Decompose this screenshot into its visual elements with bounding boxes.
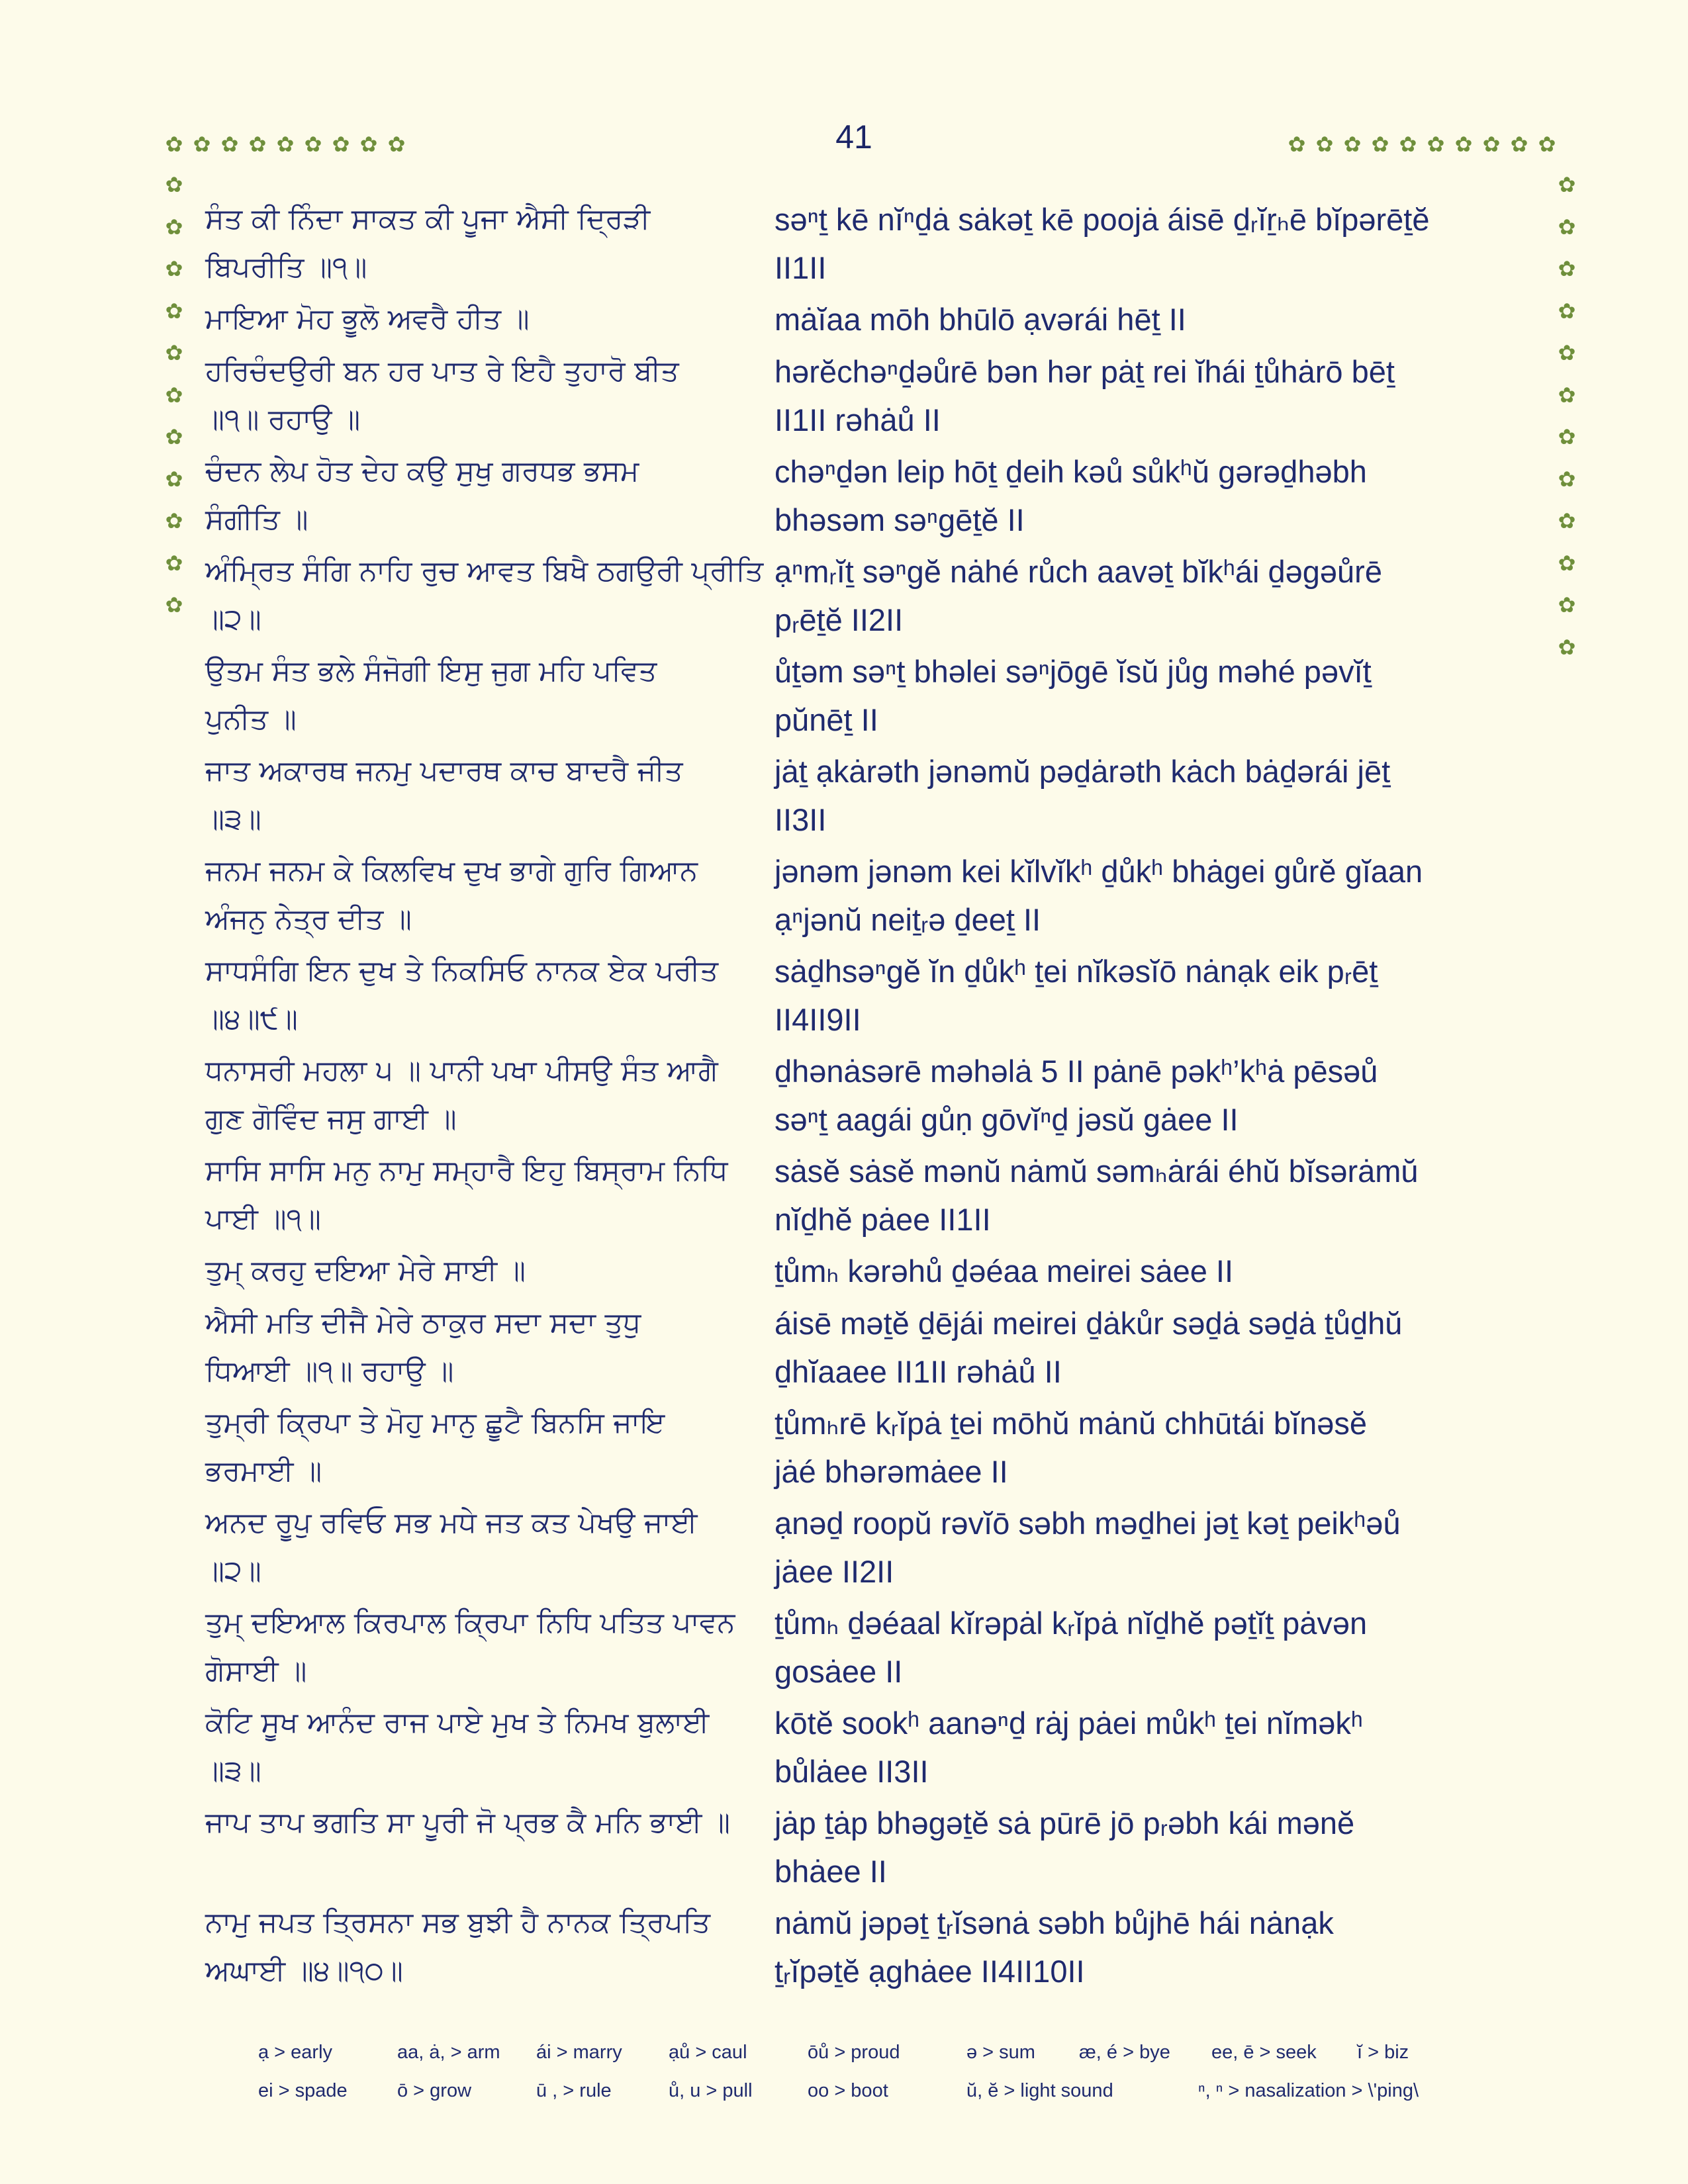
page-number: 41	[835, 118, 872, 156]
gurmukhi-text	[205, 447, 774, 544]
verse-row	[205, 747, 1536, 847]
flower-ornament-icon: ✿	[1315, 132, 1334, 157]
gurmukhi-line: ॥੧॥ ਰਹਾਉ ॥	[205, 403, 361, 436]
transliteration-text	[774, 1799, 1536, 1895]
gurmukhi-text	[205, 1247, 774, 1295]
transliteration-line: bhȧee II	[774, 1854, 887, 1889]
flower-ornament-icon: ✿	[193, 132, 211, 157]
flower-ornament-icon: ✿	[165, 424, 183, 449]
legend-item: ee, ē > seek	[1211, 2041, 1317, 2063]
legend-item: oo > boot	[808, 2079, 888, 2101]
transliteration-line: II3II	[774, 802, 827, 837]
flower-ornament-icon: ✿	[1558, 256, 1576, 281]
gurmukhi-text	[205, 1299, 774, 1396]
transliteration-line: ṯůmₕrē kᵣĭpȧ ṯei mōhŭ mȧnŭ chhūtái bĭnəsĕ	[774, 1406, 1368, 1441]
transliteration-text	[774, 547, 1536, 644]
transliteration-text	[774, 1499, 1536, 1596]
transliteration-text	[774, 747, 1536, 844]
flower-ornament-icon: ✿	[1371, 132, 1389, 157]
transliteration-line: ůṯəm səⁿṯ bhəlei səⁿjōgē ĭsŭ jůg məhé pəvĭṯ	[774, 654, 1372, 689]
flower-ornament-icon: ✿	[1558, 592, 1576, 617]
gurmukhi-text	[205, 295, 774, 343]
verse-row	[205, 447, 1536, 547]
transliteration-line: səⁿṯ aagái gůṇ gōvĭⁿḏ jəsŭ gȧee II	[774, 1102, 1239, 1137]
gurmukhi-line: ॥੨॥	[205, 603, 261, 636]
verse-row	[205, 1699, 1536, 1799]
gurmukhi-line: ਮਾਇਆ ਮੋਹ ਭੂਲੋ ਅਵਰੈ ਹੀਤ ॥	[205, 302, 530, 336]
transliteration-text	[774, 1299, 1536, 1396]
verse-row	[205, 1899, 1536, 1999]
gurmukhi-line: ਤੁਮ੍ ਕਰਹੁ ਦਇਆ ਮੇਰੇ ਸਾਈ ॥	[205, 1254, 526, 1287]
legend-item: ĭ > biz	[1357, 2041, 1409, 2063]
gurmukhi-line: ਗੋਸਾਈ ॥	[205, 1655, 307, 1688]
transliteration-line: chəⁿḏən leip hōṯ ḏeih kəů sůkʰŭ gərəḏhəbh	[774, 454, 1367, 489]
flower-ornament-icon: ✿	[1538, 132, 1556, 157]
gurmukhi-line: ਕੋਟਿ ਸੂਖ ਆਨੰਦ ਰਾਜ ਪਾਏ ਮੁਖ ਤੇ ਨਿਮਖ ਬੁਲਾਈ	[205, 1706, 710, 1739]
flower-border-left	[160, 164, 188, 627]
flower-border-top-left	[160, 130, 410, 158]
flower-ornament-icon: ✿	[165, 256, 183, 281]
transliteration-line: ṯůmₕ ḏəéaal kĭrəpȧl kᵣĭpȧ nĭḏhĕ pəṯĭṯ pȧvən	[774, 1606, 1368, 1641]
transliteration-text	[774, 447, 1536, 544]
gurmukhi-text	[205, 195, 774, 292]
flower-ornament-icon: ✿	[165, 382, 183, 408]
transliteration-text	[774, 947, 1536, 1044]
transliteration-text	[774, 195, 1536, 292]
verse-row	[205, 547, 1536, 647]
gurmukhi-text	[205, 1599, 774, 1696]
verse-row	[205, 1799, 1536, 1899]
transliteration-line: kōtĕ sookʰ aanəⁿḏ rȧj pȧei můkʰ ṯei nĭməkʰ	[774, 1706, 1363, 1741]
verse-row	[205, 1247, 1536, 1299]
gurmukhi-line: ਅੰਜਨੁ ਨੇਤ੍ਰ ਦੀਤ ॥	[205, 903, 412, 936]
transliteration-text	[774, 1699, 1536, 1796]
verse-list	[205, 195, 1536, 1999]
transliteration-line: ḏhĭaaee II1II rəhȧů II	[774, 1354, 1062, 1389]
flower-ornament-icon: ✿	[1558, 214, 1576, 240]
gurmukhi-line: ਗੁਣ ਗੋਵਿੰਦ ਜਸੁ ਗਾਈ ॥	[205, 1103, 457, 1136]
transliteration-line: bůlȧee II3II	[774, 1754, 929, 1789]
transliteration-line: bhəsəm səⁿgēṯĕ II	[774, 502, 1025, 537]
transliteration-text	[774, 1599, 1536, 1696]
legend-row-1	[258, 2033, 1516, 2071]
flower-ornament-icon: ✿	[1399, 132, 1417, 157]
gurmukhi-line: ਜਨਮ ਜਨਮ ਕੇ ਕਿਲਵਿਖ ਦੁਖ ਭਾਗੇ ਗੁਰਿ ਗਿਆਨ	[205, 854, 698, 887]
transliteration-line: hərĕchəⁿḏəůrē bən hər pȧṯ rei ĭhái ṯůhȧrō bēṯ	[774, 354, 1395, 389]
flower-ornament-icon: ✿	[165, 550, 183, 576]
transliteration-text	[774, 1147, 1536, 1244]
verse-row	[205, 1399, 1536, 1499]
legend-item: ō > grow	[397, 2079, 472, 2101]
verse-row	[205, 195, 1536, 295]
gurmukhi-text	[205, 1047, 774, 1144]
legend-item: ů, u > pull	[669, 2079, 753, 2101]
transliteration-line: nĭḏhĕ pȧee II1II	[774, 1202, 991, 1237]
legend-item: ái > marry	[536, 2041, 622, 2063]
legend-item: ei > spade	[258, 2079, 348, 2101]
gurmukhi-text	[205, 647, 774, 744]
verse-row	[205, 647, 1536, 747]
gurmukhi-line: ਜਾਪ ਤਾਪ ਭਗਤਿ ਸਾ ਪੂਰੀ ਜੋ ਪ੍ਰਭ ਕੈ ਮਨਿ ਭਾਈ ॥	[205, 1806, 730, 1839]
transliteration-line: sȧsĕ sȧsĕ mənŭ nȧmŭ səmₕȧrái éhŭ bĭsərȧmŭ	[774, 1154, 1419, 1189]
gurmukhi-line: ਉਤਮ ਸੰਤ ਭਲੇ ਸੰਜੋਗੀ ਇਸੁ ਜੁਗ ਮਹਿ ਪਵਿਤ	[205, 655, 657, 688]
gurmukhi-line: ਧਿਆਈ ॥੧॥ ਰਹਾਉ ॥	[205, 1355, 454, 1388]
flower-ornament-icon: ✿	[1510, 132, 1528, 157]
gurmukhi-line: ਜਾਤ ਅਕਾਰਥ ਜਨਮੁ ਪਦਾਰਥ ਕਾਚ ਬਾਦਰੈ ਜੀਤ	[205, 754, 683, 788]
gurmukhi-line: ਚੰਦਨ ਲੇਪ ਹੋਤ ਦੇਹ ਕਉ ਸੁਖੁ ਗਰਧਭ ਭਸਮ	[205, 455, 639, 488]
transliteration-line: II4II9II	[774, 1002, 861, 1037]
flower-ornament-icon: ✿	[1558, 466, 1576, 492]
flower-ornament-icon: ✿	[1558, 424, 1576, 449]
verse-row	[205, 347, 1536, 447]
verse-row	[205, 947, 1536, 1047]
transliteration-line: ṯᵣĭpəṯĕ ạghȧee II4II10II	[774, 1954, 1085, 1989]
transliteration-text	[774, 647, 1536, 744]
flower-ornament-icon: ✿	[1288, 132, 1306, 157]
transliteration-text	[774, 295, 1536, 343]
legend-item: ŭ, ĕ > light sound	[966, 2079, 1113, 2101]
legend-item: ōů > proud	[808, 2041, 900, 2063]
gurmukhi-text	[205, 947, 774, 1044]
transliteration-line: jənəm jənəm kei kĭlvĭkʰ ḏůkʰ bhȧgei gůrĕ gĭaan	[774, 854, 1423, 889]
transliteration-text	[774, 1899, 1536, 1995]
verse-row	[205, 1147, 1536, 1247]
gurmukhi-line: ॥੩॥	[205, 803, 261, 836]
flower-ornament-icon: ✿	[359, 132, 378, 157]
legend-item: ạ > early	[258, 2041, 333, 2063]
transliteration-line: ạnəḏ roopŭ rəvĭō səbh məḏhei jəṯ kəṯ peikʰəů	[774, 1506, 1401, 1541]
gurmukhi-line: ਨਾਮੁ ਜਪਤ ਤ੍ਰਿਸਨਾ ਸਭ ਬੁਝੀ ਹੈ ਨਾਨਕ ਤ੍ਰਿਪਤਿ	[205, 1906, 711, 1939]
flower-ornament-icon: ✿	[1454, 132, 1473, 157]
flower-ornament-icon: ✿	[387, 132, 406, 157]
transliteration-line: gosȧee II	[774, 1654, 903, 1689]
legend-row-2	[258, 2071, 1516, 2110]
gurmukhi-line: ਸੰਤ ਕੀ ਨਿੰਦਾ ਸਾਕਤ ਕੀ ਪੂਜਾ ਐਸੀ ਦ੍ਰਿੜੀ	[205, 203, 651, 236]
gurmukhi-text	[205, 547, 774, 644]
flower-ornament-icon: ✿	[1558, 508, 1576, 533]
flower-ornament-icon: ✿	[1558, 382, 1576, 408]
gurmukhi-line: ਅਘਾਈ ॥੪॥੧੦॥	[205, 1954, 403, 1987]
gurmukhi-text	[205, 1699, 774, 1796]
flower-ornament-icon: ✿	[165, 132, 183, 157]
gurmukhi-line: ॥੩॥	[205, 1754, 261, 1788]
flower-ornament-icon: ✿	[1558, 298, 1576, 324]
gurmukhi-text	[205, 1499, 774, 1596]
flower-ornament-icon: ✿	[165, 592, 183, 617]
flower-ornament-icon: ✿	[276, 132, 295, 157]
flower-ornament-icon: ✿	[220, 132, 239, 157]
flower-ornament-icon: ✿	[1558, 634, 1576, 660]
flower-ornament-icon: ✿	[248, 132, 267, 157]
flower-ornament-icon: ✿	[304, 132, 322, 157]
gurmukhi-line: ਤੁਮ੍ ਦਇਆਲ ਕਿਰਪਾਲ ਕ੍ਰਿਪਾ ਨਿਧਿ ਪਤਿਤ ਪਾਵਨ	[205, 1606, 735, 1639]
legend-item: ⁿ, ⁿ > nasalization > \'ping\	[1198, 2079, 1419, 2101]
gurmukhi-line: ਪੁਨੀਤ ॥	[205, 703, 297, 736]
verse-row	[205, 1499, 1536, 1599]
flower-border-top-right	[1283, 130, 1561, 158]
flower-ornament-icon: ✿	[165, 466, 183, 492]
flower-ornament-icon: ✿	[332, 132, 350, 157]
transliteration-line: mȧĭaa mōh bhūlō ạvərái hēṯ II	[774, 302, 1186, 337]
transliteration-line: áisē məṯĕ ḏējái meirei ḏȧkůr səḏȧ səḏȧ ṯůḏhŭ	[774, 1306, 1403, 1341]
flower-ornament-icon: ✿	[165, 508, 183, 533]
gurmukhi-line: ਪਾਈ ॥੧॥	[205, 1203, 321, 1236]
gurmukhi-line: ਧਨਾਸਰੀ ਮਹਲਾ ੫ ॥ ਪਾਨੀ ਪਖਾ ਪੀਸਉ ਸੰਤ ਆਗੈ	[205, 1054, 718, 1087]
gurmukhi-line: ॥੪॥੯॥	[205, 1003, 298, 1036]
gurmukhi-line: ਅਨਦ ਰੂਪੁ ਰਵਿਓ ਸਭ ਮਧੇ ਜਤ ਕਤ ਪੇਖਉ ਜਾਈ	[205, 1506, 698, 1539]
flower-ornament-icon: ✿	[1482, 132, 1501, 157]
verse-row	[205, 1047, 1536, 1147]
legend-item: æ, é > bye	[1079, 2041, 1170, 2063]
transliteration-line: II1II rəhȧů II	[774, 402, 941, 437]
flower-ornament-icon: ✿	[1558, 340, 1576, 365]
transliteration-text	[774, 1247, 1536, 1295]
gurmukhi-line: ਸਾਸਿ ਸਾਸਿ ਮਨੁ ਨਾਮੁ ਸਮ੍ਹਾਰੈ ਇਹੁ ਬਿਸ੍ਰਾਮ ਨਿਧਿ	[205, 1154, 728, 1187]
transliteration-line: ṯůmₕ kərəhů ḏəéaa meirei sȧee II	[774, 1253, 1234, 1289]
flower-ornament-icon: ✿	[165, 214, 183, 240]
gurmukhi-line: ਅੰਮ੍ਰਿਤ ਸੰਗਿ ਨਾਹਿ ਰੁਚ ਆਵਤ ਬਿਖੈ ਠਗਉਰੀ ਪ੍ਰੀਤਿ	[205, 555, 764, 588]
flower-border-right	[1553, 164, 1581, 668]
flower-ornament-icon: ✿	[1427, 132, 1445, 157]
gurmukhi-line: ॥੨॥	[205, 1555, 261, 1588]
transliteration-line: ạⁿmᵣĭṯ səⁿgĕ nȧhé růch aavəṯ bĭkʰái ḏəgəůrē	[774, 554, 1382, 589]
gurmukhi-line: ਹਰਿਚੰਦਉਰੀ ਬਨ ਹਰ ਪਾਤ ਰੇ ਇਹੈ ਤੁਹਾਰੋ ਬੀਤ	[205, 355, 679, 388]
transliteration-text	[774, 847, 1536, 944]
transliteration-line: jȧṯ ạkȧrəth jənəmŭ pəḏȧrəth kȧch bȧḏərái jēṯ	[774, 754, 1391, 789]
verse-row	[205, 295, 1536, 347]
gurmukhi-text	[205, 1399, 774, 1496]
legend-item: ū , > rule	[536, 2079, 612, 2101]
gurmukhi-line: ਸਾਧਸੰਗਿ ਇਨ ਦੁਖ ਤੇ ਨਿਕਸਿਓ ਨਾਨਕ ਏਕ ਪਰੀਤ	[205, 954, 719, 987]
gurmukhi-text	[205, 847, 774, 944]
gurmukhi-text	[205, 1899, 774, 1995]
transliteration-text	[774, 1047, 1536, 1144]
gurmukhi-text	[205, 347, 774, 444]
transliteration-line: II1II	[774, 250, 827, 285]
transliteration-line: nȧmŭ jəpəṯ ṯᵣĭsənȧ səbh bůjhē hái nȧnạk	[774, 1905, 1334, 1940]
pronunciation-legend	[258, 2033, 1516, 2110]
flower-ornament-icon: ✿	[165, 340, 183, 365]
verse-row	[205, 847, 1536, 947]
flower-ornament-icon: ✿	[165, 298, 183, 324]
legend-item: ạů > caul	[669, 2041, 747, 2063]
gurmukhi-line: ਭਰਮਾਈ ॥	[205, 1455, 322, 1488]
transliteration-text	[774, 1399, 1536, 1496]
transliteration-text	[774, 347, 1536, 444]
flower-ornament-icon: ✿	[1343, 132, 1362, 157]
transliteration-line: ạⁿjənŭ neiṯᵣə ḏeeṯ II	[774, 902, 1041, 937]
transliteration-line: ḏhənȧsərē məhəlȧ 5 II pȧnē pəkʰ’kʰȧ pēsəů	[774, 1054, 1378, 1089]
transliteration-line: pᵣēṯĕ II2II	[774, 602, 904, 637]
gurmukhi-text	[205, 1147, 774, 1244]
legend-item: aa, ȧ, > arm	[397, 2041, 500, 2063]
transliteration-line: pŭnēṯ II	[774, 702, 878, 737]
verse-row	[205, 1299, 1536, 1399]
transliteration-line: jȧee II2II	[774, 1554, 894, 1589]
transliteration-line: sȧḏhsəⁿgĕ ĭn ḏůkʰ ṯei nĭkəsĭō nȧnạk eik pᵣēṯ	[774, 954, 1378, 989]
transliteration-line: səⁿṯ kē nĭⁿḏȧ sȧkəṯ kē poojȧ áisē ḏᵣĭṟₕē bĭpərēṯĕ	[774, 202, 1430, 237]
transliteration-line: jȧp ṯȧp bhəgəṯĕ sȧ pūrē jō pᵣəbh kái mənĕ	[774, 1805, 1355, 1841]
flower-ornament-icon: ✿	[165, 172, 183, 197]
gurmukhi-text	[205, 747, 774, 844]
legend-item: ə > sum	[966, 2041, 1035, 2063]
gurmukhi-line: ਤੁਮ੍ਰੀ ਕ੍ਰਿਪਾ ਤੇ ਮੋਹੁ ਮਾਨੁ ਛੂਟੈ ਬਿਨਸਿ ਜਾਇ	[205, 1406, 665, 1439]
verse-row	[205, 1599, 1536, 1699]
flower-ornament-icon: ✿	[1558, 550, 1576, 576]
gurmukhi-text	[205, 1799, 774, 1847]
transliteration-line: jȧé bhərəmȧee II	[774, 1454, 1008, 1489]
flower-ornament-icon: ✿	[1558, 172, 1576, 197]
gurmukhi-line: ਐਸੀ ਮਤਿ ਦੀਜੈ ਮੇਰੇ ਠਾਕੁਰ ਸਦਾ ਸਦਾ ਤੁਧੁ	[205, 1306, 641, 1340]
gurmukhi-line: ਬਿਪਰੀਤਿ ॥੧॥	[205, 251, 367, 284]
gurmukhi-line: ਸੰਗੀਤਿ ॥	[205, 503, 308, 536]
